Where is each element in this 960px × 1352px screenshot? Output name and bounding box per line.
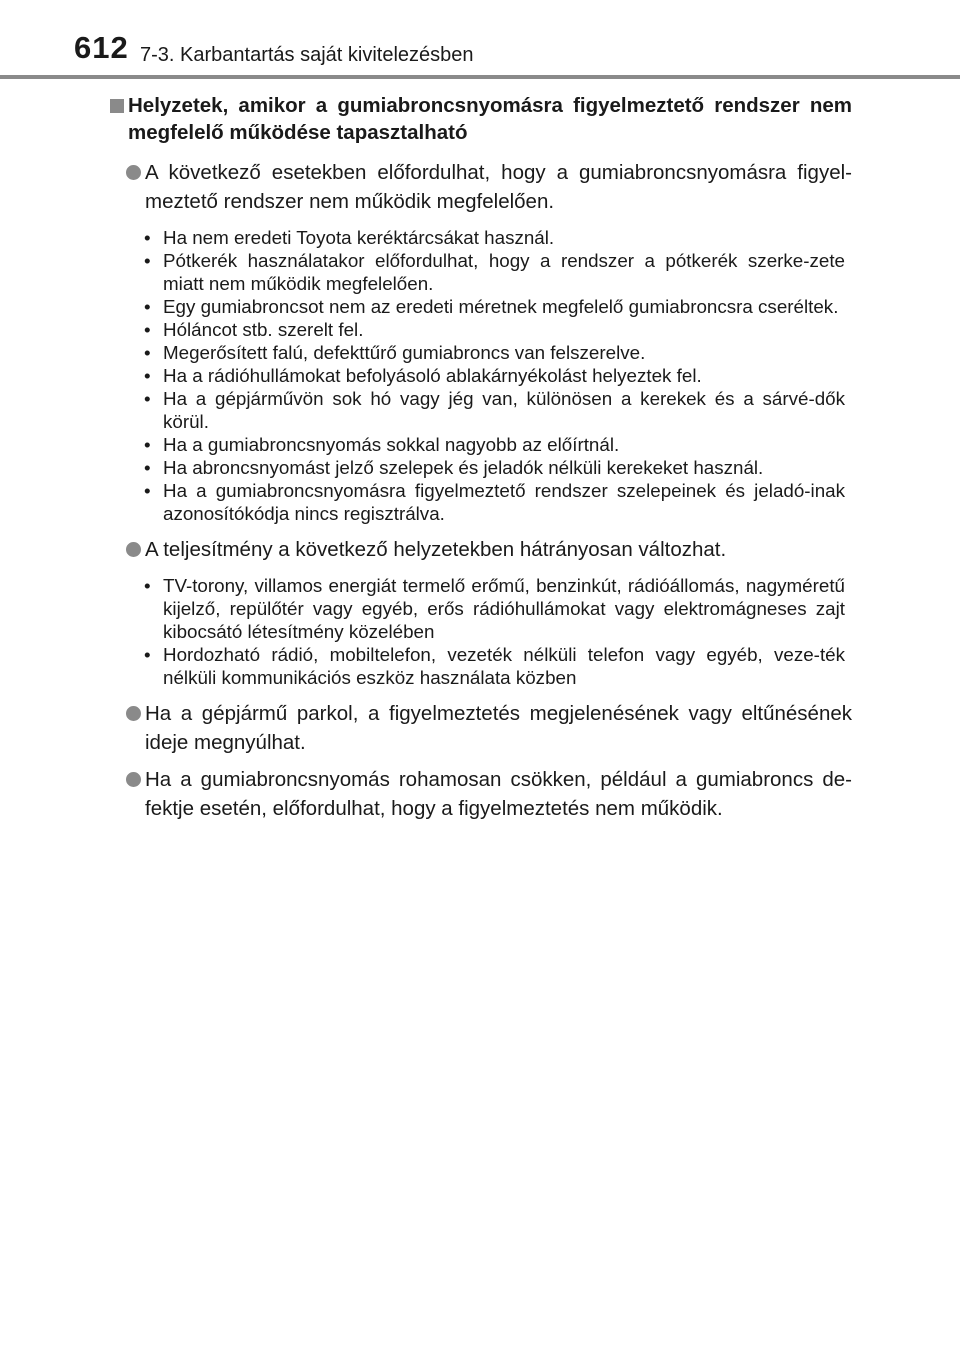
list-item [0, 574, 960, 643]
paragraph-text: Ha a gépjármű parkol, a figyelmeztetés megjelenésének vagy eltűnésének ideje megnyúlhat. [145, 702, 852, 754]
bullet-icon: • [144, 227, 151, 248]
circle-bullet-icon [126, 772, 141, 787]
page-content [0, 92, 960, 823]
list-item-text: Egy gumiabroncsot nem az eredeti méretnek megfelelő gumiabroncsra cseréltek. [163, 296, 839, 317]
bullet-icon: • [144, 388, 151, 409]
header-rule [0, 75, 960, 79]
bullet-icon: • [144, 365, 151, 386]
bullet-icon: • [144, 480, 151, 501]
paragraph [0, 158, 960, 216]
bullet-icon: • [144, 296, 151, 317]
paragraph-text: A következő esetekben előfordulhat, hogy a gumiabroncsnyomásra figyel-meztető rendszer nem működik megfelelően. [145, 161, 852, 213]
list-item [0, 249, 960, 295]
bullet-icon: • [144, 342, 151, 363]
list-item [0, 456, 960, 479]
list-item-text: Ha a gépjárművön sok hó vagy jég van, különösen a kerekek és a sárvé-dők körül. [163, 388, 845, 432]
circle-bullet-icon [126, 542, 141, 557]
circle-bullet-icon [126, 165, 141, 180]
list-item-text: Hóláncot stb. szerelt fel. [163, 319, 364, 340]
paragraph [0, 699, 960, 757]
list-item-text: Ha nem eredeti Toyota keréktárcsákat használ. [163, 227, 555, 248]
list-item-text: TV-torony, villamos energiát termelő erőmű, benzinkút, rádióállomás, nagyméretű kijelző, repülőtér vagy egyéb, erős rádióhullámokat vagy elektromágneses zajt kibocsátó létesítmény közelében [163, 575, 845, 642]
paragraph [0, 765, 960, 823]
page-number: 612 [74, 30, 129, 65]
list-item [0, 318, 960, 341]
list-item-text: Ha a gumiabroncsnyomás sokkal nagyobb az előírtnál. [163, 434, 620, 455]
list-item [0, 364, 960, 387]
bullet-icon: • [144, 250, 151, 271]
list-item-text: Ha abroncsnyomást jelző szelepek és jeladók nélküli kerekeket használ. [163, 457, 764, 478]
list-item [0, 226, 960, 249]
sub-list [0, 574, 960, 689]
paragraph-text: Ha a gumiabroncsnyomás rohamosan csökken, például a gumiabroncs de-fektje esetén, előfordulhat, hogy a figyelmeztetés nem működik. [145, 768, 852, 820]
section-heading-text: Helyzetek, amikor a gumiabroncsnyomásra figyelmeztető rendszer nem megfelelő működése tapasztalható [128, 94, 852, 144]
bullet-icon: • [144, 644, 151, 665]
list-item [0, 643, 960, 689]
bullet-icon: • [144, 434, 151, 455]
page-header [0, 0, 960, 80]
list-item [0, 433, 960, 456]
section-heading [0, 92, 960, 146]
sub-list [0, 226, 960, 525]
square-bullet-icon [110, 99, 124, 113]
circle-bullet-icon [126, 706, 141, 721]
chapter-title: 7-3. Karbantartás saját kivitelezésben [140, 44, 474, 66]
list-item-text: Ha a rádióhullámokat befolyásoló ablakárnyékolást helyeztek fel. [163, 365, 702, 386]
list-item [0, 479, 960, 525]
list-item-text: Pótkerék használatakor előfordulhat, hogy a rendszer a pótkerék szerke-zete miatt nem működik megfelelően. [163, 250, 845, 294]
list-item [0, 295, 960, 318]
bullet-icon: • [144, 319, 151, 340]
list-item [0, 341, 960, 364]
paragraph-text: A teljesítmény a következő helyzetekben hátrányosan változhat. [145, 538, 727, 561]
list-item-text: Megerősített falú, defekttűrő gumiabroncs van felszerelve. [163, 342, 646, 363]
list-item-text: Ha a gumiabroncsnyomásra figyelmeztető rendszer szelepeinek és jeladó-inak azonosítókódja nincs regisztrálva. [163, 480, 845, 524]
bullet-icon: • [144, 457, 151, 478]
bullet-icon: • [144, 575, 151, 596]
list-item-text: Hordozható rádió, mobiltelefon, vezeték nélküli telefon vagy egyéb, veze-ték nélküli kommunikációs eszköz használata közben [163, 644, 845, 688]
list-item [0, 387, 960, 433]
paragraph [0, 535, 960, 564]
